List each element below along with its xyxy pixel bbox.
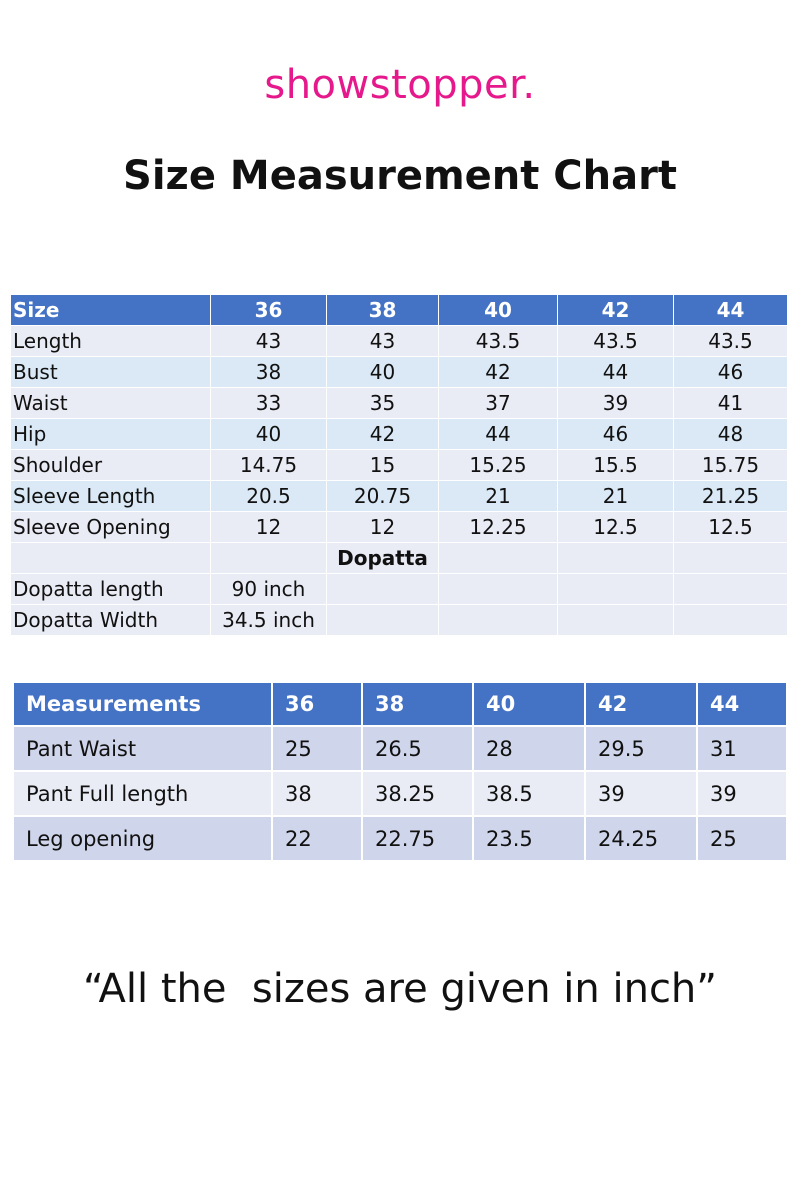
table-cell: 90 inch: [211, 574, 327, 605]
table-cell: 39: [697, 771, 787, 816]
row-label: Dopatta length: [11, 574, 211, 605]
table-cell: 28: [473, 726, 585, 771]
table-cell: 40: [327, 357, 439, 388]
table-cell: 33: [211, 388, 327, 419]
table-cell: 43: [327, 326, 439, 357]
table-cell: [558, 574, 674, 605]
row-label: Hip: [11, 419, 211, 450]
table-cell: 21: [558, 481, 674, 512]
table-cell: 20.5: [211, 481, 327, 512]
table-cell: [674, 543, 788, 574]
table-row: [11, 605, 788, 636]
size-table-header: [11, 295, 788, 326]
table-cell: 41: [674, 388, 788, 419]
row-label: Shoulder: [11, 450, 211, 481]
table-cell: 42: [439, 357, 558, 388]
header-cell: 42: [585, 682, 697, 726]
table-row: [11, 574, 788, 605]
table-cell: 12: [211, 512, 327, 543]
table-row: [11, 419, 788, 450]
table-cell: 15: [327, 450, 439, 481]
table-row: [11, 326, 788, 357]
table-cell: [439, 543, 558, 574]
table-cell: 12.25: [439, 512, 558, 543]
table-row: [11, 512, 788, 543]
table-cell: [674, 574, 788, 605]
table-cell: 46: [674, 357, 788, 388]
table-cell: 37: [439, 388, 558, 419]
table-cell: [327, 605, 439, 636]
table-cell: 38.5: [473, 771, 585, 816]
table-cell: [439, 574, 558, 605]
row-label: Sleeve Length: [11, 481, 211, 512]
table-cell: 29.5: [585, 726, 697, 771]
header-cell: 44: [674, 295, 788, 326]
row-label: Sleeve Opening: [11, 512, 211, 543]
units-note: “All the sizes are given in inch”: [82, 966, 718, 1012]
table-cell: 38.25: [362, 771, 473, 816]
table-cell: 24.25: [585, 816, 697, 861]
table-row: [11, 388, 788, 419]
table-row: [13, 816, 787, 861]
table-row: [13, 771, 787, 816]
pant-table-header: [13, 682, 787, 726]
table-row: [11, 450, 788, 481]
table-cell: 12: [327, 512, 439, 543]
table-cell: 20.75: [327, 481, 439, 512]
header-cell: 40: [439, 295, 558, 326]
table-cell: 43: [211, 326, 327, 357]
table-cell: 38: [211, 357, 327, 388]
row-label: Waist: [11, 388, 211, 419]
size-table: [10, 294, 788, 636]
table-cell: 46: [558, 419, 674, 450]
table-cell: 23.5: [473, 816, 585, 861]
table-cell: 21: [439, 481, 558, 512]
table-row: [11, 481, 788, 512]
table-cell: 38: [272, 771, 362, 816]
dopatta-heading-row: [11, 543, 788, 574]
table-cell: 15.5: [558, 450, 674, 481]
header-cell: 36: [272, 682, 362, 726]
table-cell: 44: [439, 419, 558, 450]
table-row: [11, 357, 788, 388]
header-cell: 36: [211, 295, 327, 326]
table-cell: 34.5 inch: [211, 605, 327, 636]
table-cell: 39: [585, 771, 697, 816]
table-cell: 22: [272, 816, 362, 861]
table-cell: 15.25: [439, 450, 558, 481]
table-cell: [558, 543, 674, 574]
row-label: Pant Waist: [13, 726, 272, 771]
table-cell: [211, 543, 327, 574]
table-cell: 26.5: [362, 726, 473, 771]
header-cell: 38: [362, 682, 473, 726]
table-cell: [11, 543, 211, 574]
page-title: Size Measurement Chart: [123, 153, 677, 199]
row-label: Length: [11, 326, 211, 357]
table-cell: [674, 605, 788, 636]
table-cell: 42: [327, 419, 439, 450]
table-cell: 39: [558, 388, 674, 419]
table-cell: 22.75: [362, 816, 473, 861]
table-cell: [558, 605, 674, 636]
table-cell: 12.5: [674, 512, 788, 543]
table-cell: 43.5: [674, 326, 788, 357]
table-cell: 15.75: [674, 450, 788, 481]
table-cell: 48: [674, 419, 788, 450]
dopatta-heading: Dopatta: [327, 543, 439, 574]
table-cell: 31: [697, 726, 787, 771]
table-cell: [327, 574, 439, 605]
table-cell: [439, 605, 558, 636]
table-cell: 43.5: [558, 326, 674, 357]
row-label: Dopatta Width: [11, 605, 211, 636]
table-row: [13, 726, 787, 771]
header-cell: 40: [473, 682, 585, 726]
table-cell: 25: [697, 816, 787, 861]
row-label: Bust: [11, 357, 211, 388]
row-label: Pant Full length: [13, 771, 272, 816]
table-cell: 44: [558, 357, 674, 388]
table-cell: 21.25: [674, 481, 788, 512]
header-cell: Size: [11, 295, 211, 326]
row-label: Leg opening: [13, 816, 272, 861]
table-cell: 25: [272, 726, 362, 771]
table-cell: 35: [327, 388, 439, 419]
brand-logo: showstopper.: [264, 62, 536, 108]
header-cell: 38: [327, 295, 439, 326]
header-cell: 44: [697, 682, 787, 726]
table-cell: 43.5: [439, 326, 558, 357]
table-cell: 14.75: [211, 450, 327, 481]
header-cell: Measurements: [13, 682, 272, 726]
table-cell: 40: [211, 419, 327, 450]
table-cell: 12.5: [558, 512, 674, 543]
pant-measurement-table: [12, 681, 788, 862]
header-cell: 42: [558, 295, 674, 326]
